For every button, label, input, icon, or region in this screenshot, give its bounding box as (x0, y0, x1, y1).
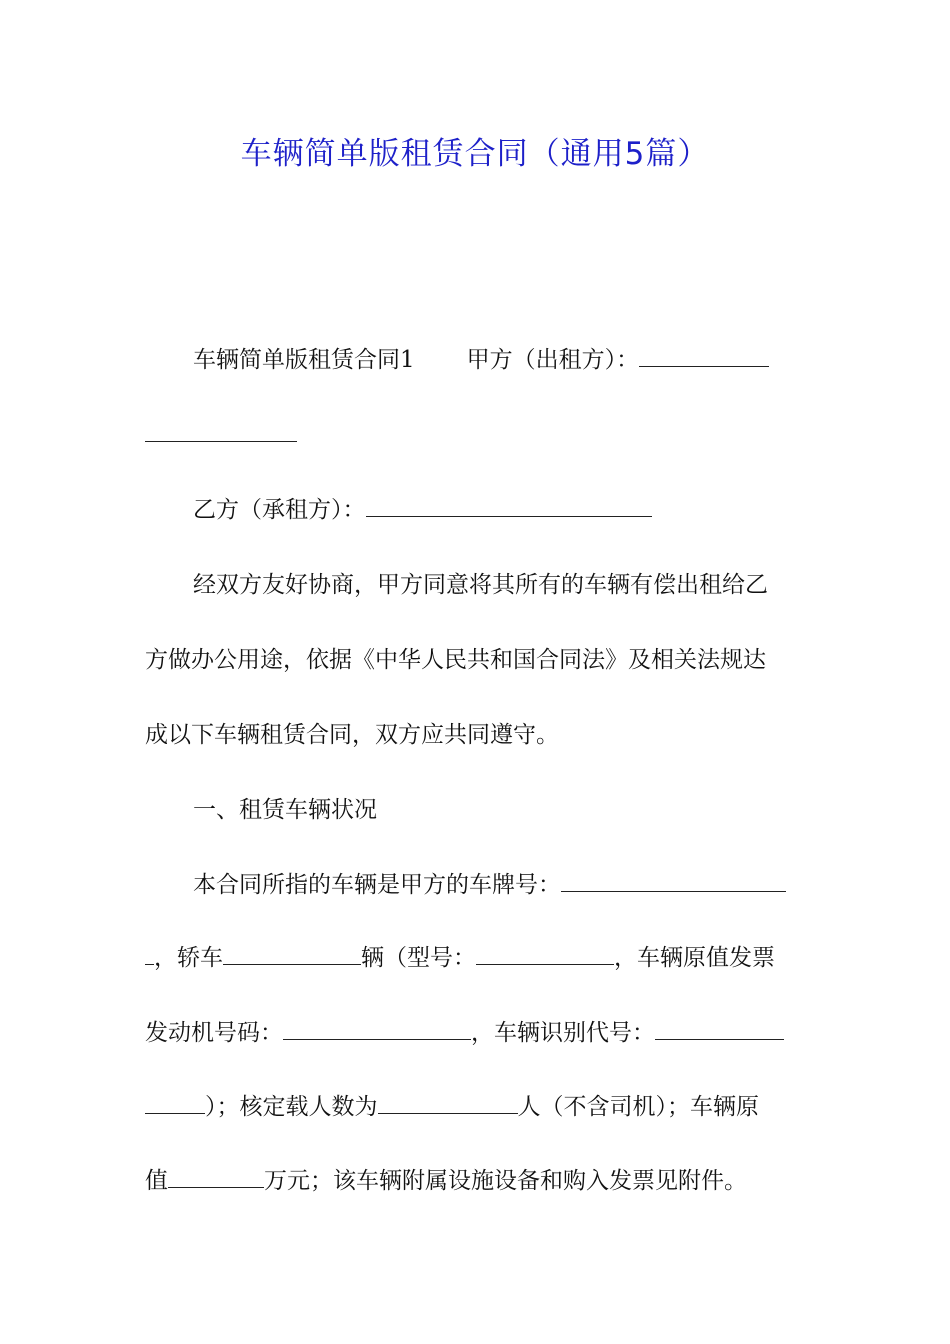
paragraph-line: 成以下车辆租赁合同，双方应共同遵守。 (145, 722, 559, 748)
engine-number-label: 发动机号码： (145, 1020, 283, 1046)
party-a-blank-continued (145, 421, 297, 442)
vehicle-line-1 (193, 870, 815, 900)
value-suffix: 万元；该车辆附属设施设备和购入发票见附件。 (264, 1168, 747, 1194)
heading-party-a-line (193, 345, 815, 375)
model-label: 辆（型号： (361, 945, 476, 971)
vehicle-line-5 (145, 1166, 815, 1196)
paragraph-line: 方做办公用途，依据《中华人民共和国合同法》及相关法规达 (145, 647, 766, 673)
document-title: 车辆简单版租赁合同（通用5篇） (240, 136, 710, 172)
vin-blank-end (145, 1093, 205, 1114)
invoice-label: ，车辆原值发票 (614, 945, 775, 971)
vehicle-line-3 (145, 1018, 815, 1048)
party-b-line (193, 495, 815, 525)
engine-number-blank (283, 1019, 471, 1040)
party-b-label: 乙方（承租方）： (193, 497, 366, 523)
contract-heading: 车辆简单版租赁合同1 (193, 347, 415, 373)
party-a-continuation-line (145, 420, 815, 450)
original-value-label: 人（不含司机）；车辆原 (517, 1094, 759, 1120)
vin-blank (655, 1019, 784, 1040)
plate-number-label: 本合同所指的车辆是甲方的车牌号： (193, 872, 561, 898)
sedan-label: ，轿车 (154, 945, 223, 971)
original-value-blank (168, 1167, 264, 1188)
party-b-blank (366, 496, 652, 517)
vin-label: ，车辆识别代号： (471, 1020, 655, 1046)
model-blank (476, 944, 614, 965)
party-a-blank (639, 346, 769, 367)
paragraph-line: 经双方友好协商，甲方同意将其所有的车辆有偿出租给乙 (193, 572, 768, 598)
passenger-capacity-blank (378, 1093, 518, 1114)
vehicle-line-4 (145, 1092, 815, 1122)
sedan-count-blank (223, 944, 361, 965)
section-heading: 一、租赁车辆状况 (193, 797, 377, 823)
passenger-capacity-label: ）；核定载人数为 (205, 1094, 378, 1120)
party-a-label: 甲方（出租方）： (466, 347, 640, 373)
plate-number-blank-end (145, 944, 154, 965)
value-prefix: 值 (145, 1168, 168, 1194)
plate-number-blank (561, 871, 786, 892)
vehicle-line-2 (145, 943, 815, 973)
